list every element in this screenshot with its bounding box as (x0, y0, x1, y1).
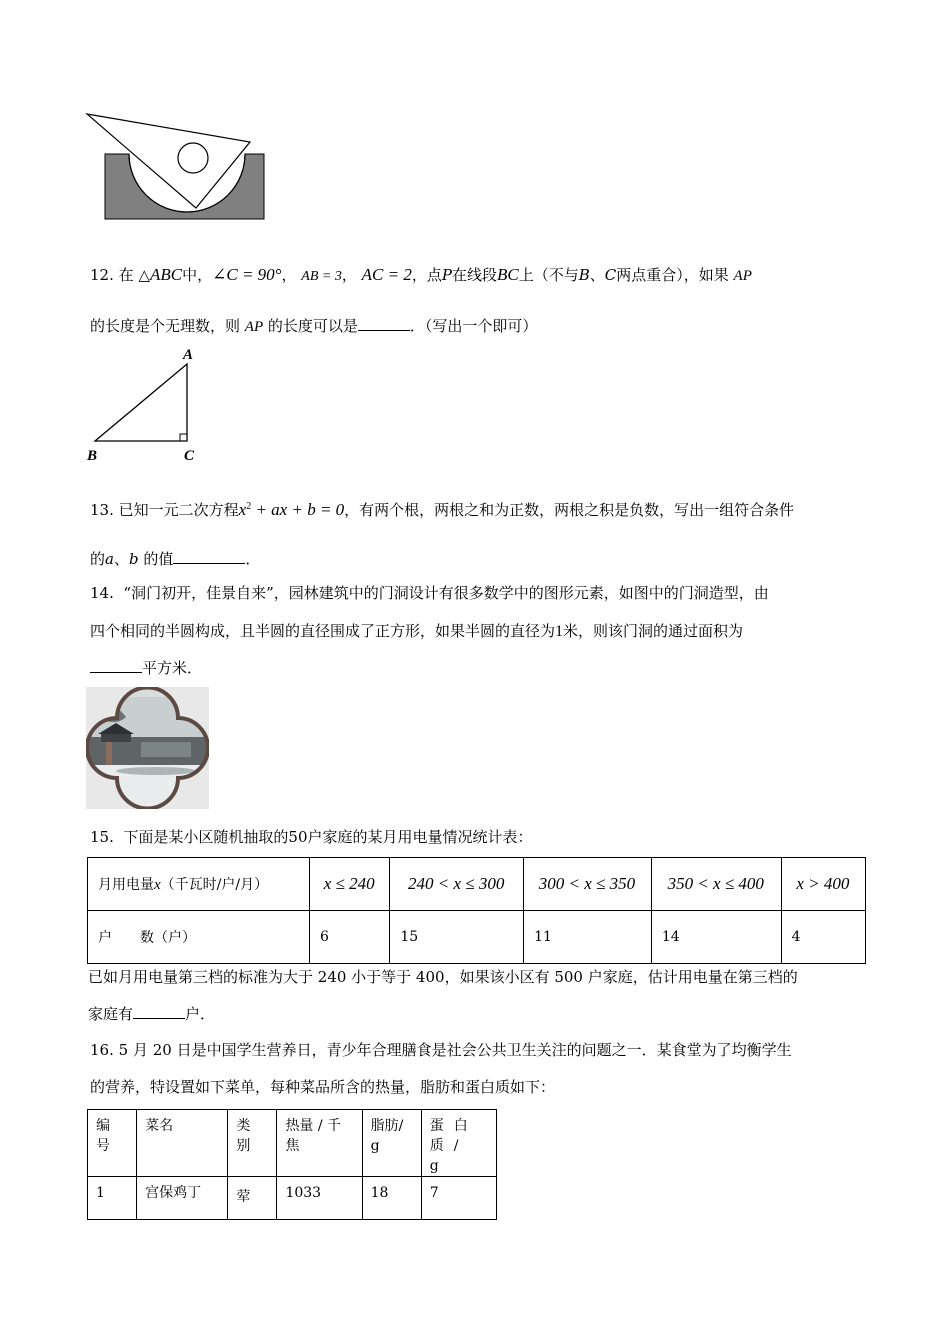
table-cell: 4 (781, 911, 865, 964)
table-header-cell: x > 400 (781, 858, 865, 911)
table-header-cell: 350 < x ≤ 400 (651, 858, 781, 911)
right-triangle-figure (84, 343, 204, 465)
table-cell: 14 (651, 911, 781, 964)
table-cell: 11 (524, 911, 652, 964)
vertex-a-label: A (183, 347, 194, 363)
q16-line1: 16. 5 月 20 日是中国学生营养日，青少年合理膳食是社会公共卫生关注的问题之一．某食堂为了均衡学生 (90, 1041, 792, 1059)
set-square-figure (84, 108, 274, 228)
table-cell: 1033 (277, 1177, 362, 1220)
q15-intro: 15. 下面是某小区随机抽取的50户家庭的某月用电量情况统计表： (90, 828, 533, 846)
q15-after-line2: 家庭有 户． (88, 1005, 216, 1023)
table-header-cell: 菜名 (137, 1110, 228, 1177)
q13-line1: 13. 已知一元二次方程$x^2$ + ax + b = 0，有两个根，两根之和为正数，两根之积是负数，写出一组符合条件 (90, 500, 795, 519)
q13-line2: 的a、b 的值 ． (90, 550, 261, 568)
table-cell: 户 数（户） (88, 911, 310, 964)
table-row (88, 858, 866, 911)
q16-line2: 的营养，特设置如下菜单，每种菜品所含的热量，脂肪和蛋白质如下： (90, 1078, 556, 1096)
electricity-usage-table (87, 857, 866, 964)
table-header-cell: 240 < x ≤ 300 (390, 858, 524, 911)
q14-line1: 14. “洞门初开，佳景自来”，园林建筑中的门洞设计有很多数学中的图形元素，如图中的门洞造型，由 (90, 584, 769, 602)
table-header-cell: 蛋白质/g (421, 1110, 496, 1177)
menu-nutrition-table (87, 1109, 497, 1220)
q12-line2: 的长度是个无理数，则 AP 的长度可以是 ．（写出一个即可） (90, 317, 538, 335)
table-row (88, 1177, 497, 1220)
q15-answer-blank[interactable] (133, 1018, 185, 1019)
table-row (88, 1110, 497, 1177)
table-cell: 15 (390, 911, 524, 964)
table-cell: 18 (362, 1177, 421, 1220)
q15-after-line1: 已如月用电量第三档的标准为大于 240 小于等于 400，如果该小区有 500 户家庭，估计用电量在第三档的 (88, 968, 798, 986)
table-header-cell: 类别 (228, 1110, 277, 1177)
table-header-cell: 脂肪/g (362, 1110, 421, 1177)
q14-answer-blank[interactable] (90, 672, 142, 673)
vertex-b-label: B (87, 448, 98, 464)
q12-answer-blank[interactable] (358, 330, 410, 331)
table-header-cell: 月用电量x（千瓦时/户/月） (88, 858, 310, 911)
table-header-cell: x ≤ 240 (309, 858, 389, 911)
table-cell: 6 (309, 911, 389, 964)
table-cell: 荤 (228, 1177, 277, 1220)
garden-doorway-photo (86, 687, 209, 809)
q14-line3: 平方米． (90, 658, 202, 678)
table-cell: 7 (421, 1177, 496, 1220)
table-cell: 1 (88, 1177, 137, 1220)
q12-line1: 12. 在 △ABC中，∠C = 90°， AB = 3， AC = 2，点P在线段BC上（不与B、C两点重合），如果 AP (90, 265, 752, 284)
table-header-cell: 编号 (88, 1110, 137, 1177)
vertex-c-label: C (184, 448, 195, 464)
table-cell: 宫保鸡丁 (137, 1177, 228, 1220)
table-header-cell: 热量 / 千焦 (277, 1110, 362, 1177)
q13-answer-blank[interactable] (173, 563, 245, 564)
table-header-cell: 300 < x ≤ 350 (524, 858, 652, 911)
table-row (88, 911, 866, 964)
q14-line2: 四个相同的半圆构成，且半圆的直径围成了正方形，如果半圆的直径为1米，则该门洞的通过面积为 (90, 622, 744, 640)
